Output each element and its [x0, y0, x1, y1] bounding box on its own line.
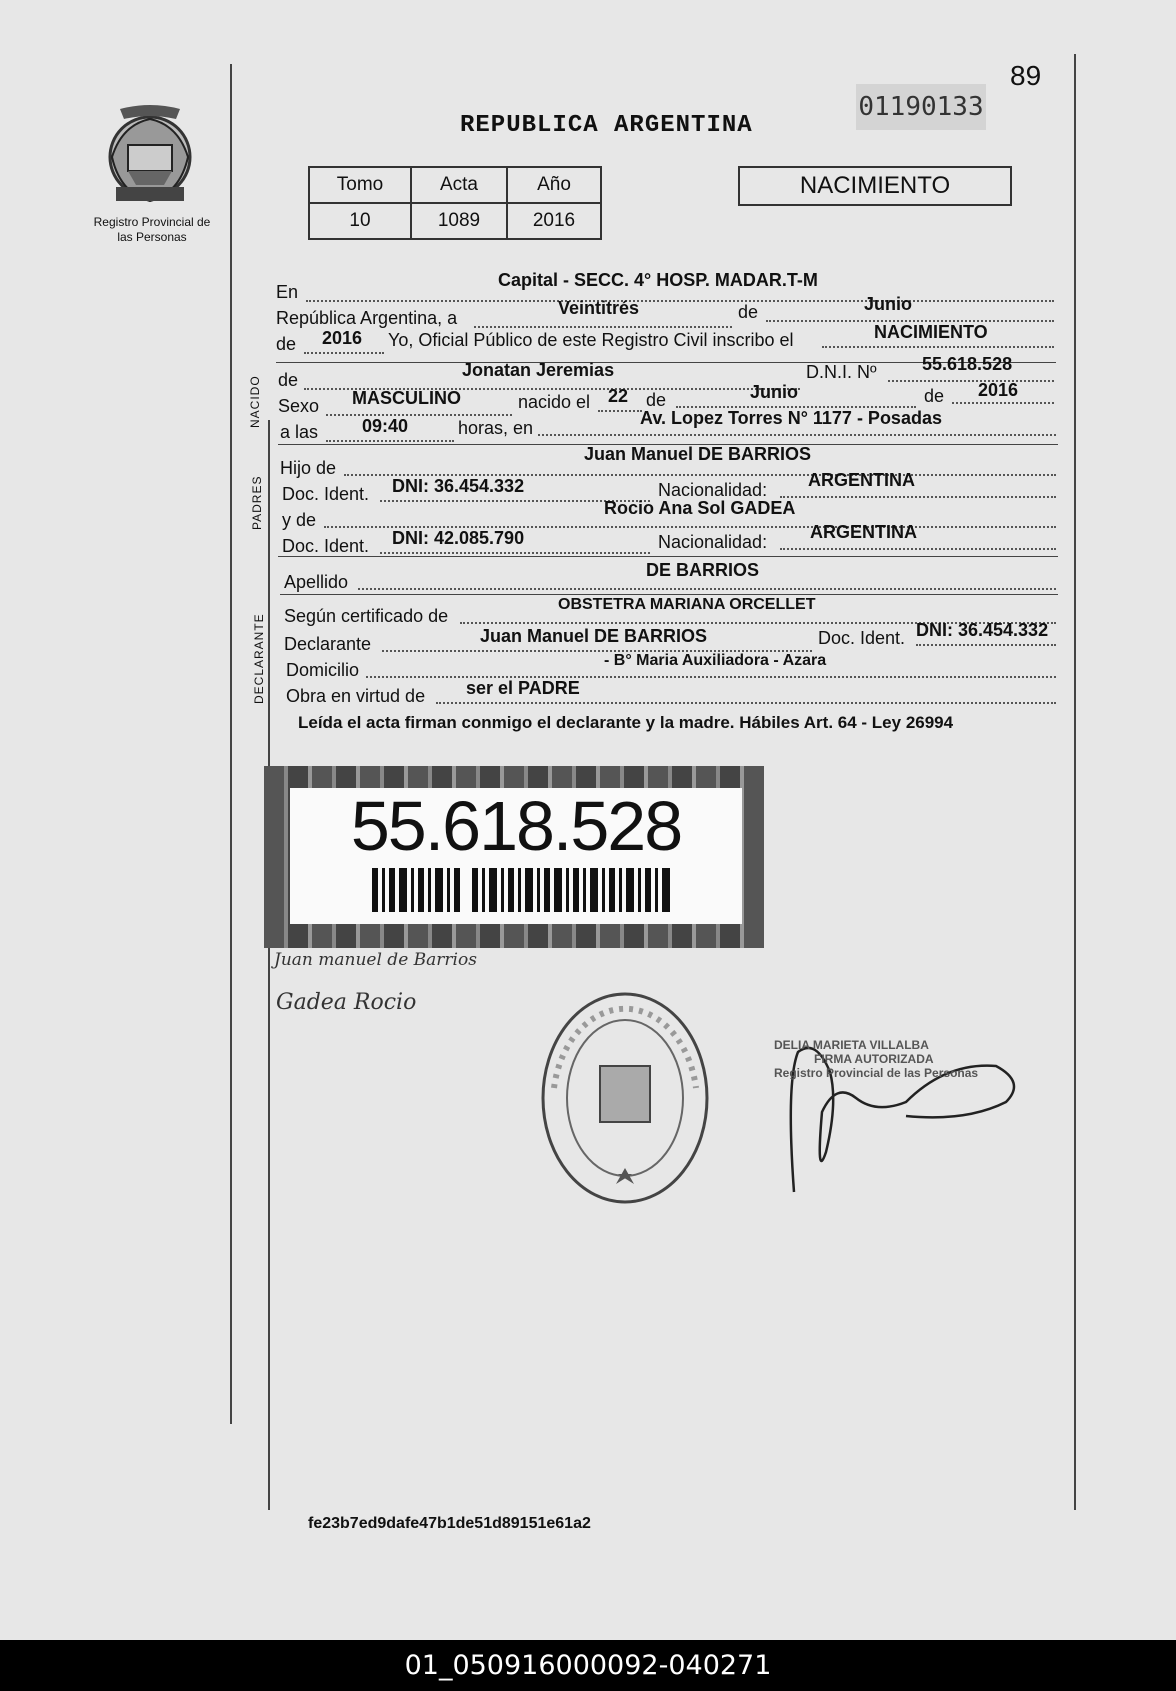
- dotted-line: [304, 352, 384, 354]
- section-divider: [280, 594, 1058, 595]
- apellido-label: Apellido: [284, 572, 349, 592]
- nacido-el-label: nacido el: [518, 392, 591, 412]
- side-label-padres: PADRES: [250, 475, 264, 530]
- dotted-line: [306, 300, 1054, 302]
- doc-ident-label: Doc. Ident.: [282, 536, 370, 556]
- child-dni-value: 55.618.528: [922, 354, 1013, 374]
- acta-header: Acta: [411, 167, 507, 203]
- dotted-line: [474, 326, 732, 328]
- record-type-box: NACIMIENTO: [738, 166, 1012, 206]
- republica-label: República Argentina, a: [276, 308, 458, 328]
- address-value: - B° Maria Auxiliadora - Azara: [604, 652, 827, 669]
- year-value: 2016: [322, 328, 363, 348]
- document-title: REPUBLICA ARGENTINA: [460, 112, 753, 139]
- barcode-icon: [372, 868, 672, 912]
- domicilio-label: Domicilio: [286, 660, 360, 680]
- dotted-line: [358, 588, 1056, 590]
- serial-number: 01190133: [856, 84, 986, 130]
- tomo-value: 10: [309, 203, 411, 239]
- left-margin-line: [230, 64, 232, 1424]
- de-label: de: [924, 386, 945, 406]
- nacido-de-label: de: [278, 370, 299, 390]
- dotted-line: [916, 644, 1056, 646]
- officer-name: DELIA MARIETA VILLALBA: [774, 1038, 929, 1052]
- mother-value: Rocio Ana Sol GADEA: [604, 498, 796, 518]
- registry-name: Registro Provincial de las Personas: [93, 215, 211, 244]
- declarant-value: Juan Manuel DE BARRIOS: [480, 626, 708, 646]
- father-value: Juan Manuel DE BARRIOS: [584, 444, 812, 464]
- anio-header: Año: [507, 167, 601, 203]
- birth-place-value: Av. Lopez Torres N° 1177 - Posadas: [640, 408, 942, 428]
- day-text-value: Veintitrés: [558, 298, 640, 318]
- inscribed-value: NACIMIENTO: [874, 322, 988, 342]
- surname-value: DE BARRIOS: [646, 560, 760, 580]
- birth-year-value: 2016: [978, 380, 1019, 400]
- file-identifier: 01_050916000092-040271: [404, 1650, 772, 1681]
- dotted-line: [780, 548, 1056, 550]
- child-name-value: Jonatan Jeremias: [462, 360, 615, 380]
- officer-organization: Registro Provincial de las Personas: [774, 1066, 979, 1080]
- a-las-label: a las: [280, 422, 319, 442]
- document-hash: fe23b7ed9dafe47b1de51d89151e61a2: [308, 1515, 591, 1532]
- father-nationality-value: ARGENTINA: [808, 470, 915, 490]
- officer-stamp: [774, 1038, 1034, 1080]
- declarante-label: Declarante: [284, 634, 372, 654]
- dotted-line: [380, 552, 650, 554]
- dotted-line: [326, 414, 512, 416]
- officer-role: FIRMA AUTORIZADA: [814, 1052, 934, 1066]
- doc-ident-label: Doc. Ident.: [282, 484, 370, 504]
- de-label: de: [738, 302, 759, 322]
- month-value: Junio: [864, 294, 912, 314]
- dotted-line: [436, 702, 1056, 704]
- dotted-line: [598, 410, 642, 412]
- right-margin-line: [1074, 54, 1076, 1510]
- birth-day-value: 22: [608, 386, 629, 406]
- nacionalidad-label: Nacionalidad:: [658, 532, 768, 552]
- sex-value: MASCULINO: [352, 388, 461, 408]
- dotted-line: [780, 496, 1056, 498]
- acta-value: 1089: [411, 203, 507, 239]
- file-identifier-bar: [0, 1640, 1176, 1691]
- registry-sentence: Yo, Oficial Público de este Registro Civil inscribo el: [388, 330, 794, 350]
- father-doc-value: DNI: 36.454.332: [392, 476, 525, 496]
- inner-margin-line: [268, 420, 270, 1510]
- de-label: de: [646, 390, 667, 410]
- tomo-header: Tomo: [309, 167, 411, 203]
- sexo-label: Sexo: [278, 396, 320, 416]
- official-seal-icon: [538, 988, 712, 1208]
- mother-nationality-value: ARGENTINA: [810, 522, 917, 542]
- certificate-value: OBSTETRA MARIANA ORCELLET: [558, 596, 816, 613]
- dotted-line: [888, 380, 1054, 382]
- horas-label: horas, en: [458, 418, 534, 438]
- mother-doc-value: DNI: 42.085.790: [392, 528, 525, 548]
- dotted-line: [822, 346, 1054, 348]
- province-crest-icon: [100, 105, 200, 215]
- page-number: 89: [1010, 60, 1042, 91]
- nacionalidad-label: Nacionalidad:: [658, 480, 768, 500]
- father-signature: Juan manuel de Barrios: [274, 950, 477, 970]
- obra-label: Obra en virtud de: [286, 686, 426, 706]
- anio-value: 2016: [507, 203, 601, 239]
- en-label: En: [276, 282, 299, 302]
- section-divider: [278, 556, 1058, 557]
- dotted-line: [326, 440, 454, 442]
- birth-month-value: Junio: [750, 382, 798, 402]
- closing-statement: Leída el acta firman conmigo el declarante y la madre. Hábiles Art. 64 - Ley 26994: [298, 713, 954, 732]
- y-de-label: y de: [282, 510, 317, 530]
- side-label-declarante: DECLARANTE: [252, 613, 266, 704]
- hijo-de-label: Hijo de: [280, 458, 337, 478]
- de-label: de: [276, 334, 297, 354]
- capacity-value: ser el PADRE: [466, 678, 580, 698]
- dotted-line: [952, 402, 1054, 404]
- birth-time-value: 09:40: [362, 416, 409, 436]
- dni-number: 55.618.528: [350, 787, 682, 865]
- declarant-doc-label: Doc. Ident.: [818, 628, 906, 648]
- declarant-doc-value: DNI: 36.454.332: [916, 620, 1049, 640]
- dni-label: D.N.I. Nº: [806, 362, 877, 382]
- side-label-nacido: NACIDO: [248, 375, 262, 428]
- certificado-label: Según certificado de: [284, 606, 449, 626]
- place-value: Capital - SECC. 4° HOSP. MADAR.T-M: [498, 270, 818, 290]
- tomo-acta-table: [308, 166, 602, 240]
- dotted-line: [538, 434, 1056, 436]
- mother-signature: Gadea Rocio: [276, 990, 417, 1015]
